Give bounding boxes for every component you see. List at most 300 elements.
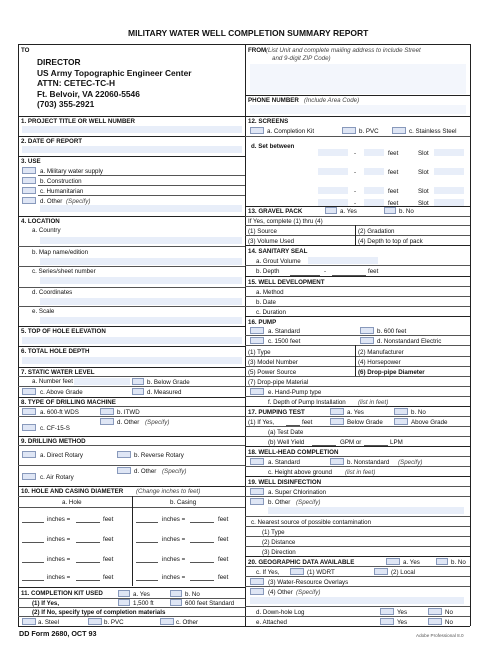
swl-measured-checkbox[interactable] [132, 388, 144, 395]
geo-other-label: (4) Other [268, 589, 293, 596]
screen-r2-from[interactable] [318, 168, 348, 175]
pump-standard-checkbox[interactable] [250, 327, 264, 334]
kit-no-label: b. No [185, 591, 200, 598]
phone-field[interactable] [250, 105, 466, 114]
wh-line-0 [245, 456, 470, 457]
wh-nonstd-label: b. Nonstandard [347, 459, 390, 466]
geo-other-field[interactable] [250, 597, 464, 604]
pump-line-5 [245, 376, 470, 377]
hole-r1-ft-line [76, 522, 100, 523]
attached-no-label: No [445, 619, 453, 626]
kit-line-2 [18, 607, 245, 608]
pt-yes-checkbox[interactable] [330, 408, 344, 415]
dis-other-hint: (Specify) [296, 499, 321, 506]
section-16-label: 16. PUMP [248, 319, 277, 326]
screen-r3-dash: - [354, 188, 357, 195]
screen-r3-to[interactable] [364, 187, 384, 194]
kit-yes-label: a. Yes [133, 591, 150, 598]
screen-r1-slot-field[interactable] [434, 149, 464, 156]
screen-r4-feet: feet [388, 200, 399, 207]
loc-scale-label: e. Scale [32, 308, 55, 315]
screen-r3-slot-field[interactable] [434, 187, 464, 194]
phone-label: PHONE NUMBER [248, 97, 299, 104]
screen-pvc-label: b. PVC [359, 128, 379, 135]
dm-cf15-checkbox[interactable] [22, 424, 36, 431]
divider-17 [245, 446, 470, 447]
pump-1500-checkbox[interactable] [250, 337, 264, 344]
divider-5 [18, 346, 245, 347]
wh-standard-label: a. Standard [268, 459, 300, 466]
kit-other-label: c. Other [176, 619, 199, 626]
downhole-yes-checkbox[interactable] [380, 608, 394, 615]
casing-r3-inches: inches = [162, 556, 186, 563]
hole-r1-in-line [22, 522, 44, 523]
project-title-field[interactable] [22, 126, 242, 133]
pump-diameter-label: (6) Drop-pipe Diameter [358, 369, 425, 376]
elevation-field[interactable] [22, 337, 242, 344]
attached-label: e. Attached [256, 619, 287, 626]
pt-gpm-label: GPM or [340, 439, 362, 446]
to-line-5: (703) 355-2921 [37, 99, 95, 109]
loc-series-field[interactable] [40, 277, 242, 284]
pt-feet-label: feet [302, 419, 313, 426]
wh-nonstd-checkbox[interactable] [330, 458, 344, 465]
hole-r3-in-line [22, 562, 44, 563]
section-9-label: 9. DRILLING METHOD [21, 438, 86, 445]
attached-yes-checkbox[interactable] [380, 618, 394, 625]
section-3-label: 3. USE [21, 158, 41, 165]
section-5-label: 5. TOP OF HOLE ELEVATION [21, 328, 106, 335]
dis-other-checkbox[interactable] [250, 498, 264, 505]
screen-r1-slot: Slot [418, 150, 429, 157]
divider-10 [18, 587, 245, 588]
casing-r4-inches: inches = [162, 574, 186, 581]
kit-pvc-label: b. PVC [104, 619, 124, 626]
wh-nonstd-hint: (Specify) [398, 459, 423, 466]
geo-wdrt-checkbox[interactable] [290, 568, 304, 575]
loc-scale-field[interactable] [40, 317, 242, 324]
kit-pvc-checkbox[interactable] [88, 618, 102, 625]
divider-2 [18, 156, 245, 157]
swl-number-field[interactable] [74, 378, 130, 385]
wh-height-label: c. Height above ground [268, 469, 332, 476]
section-15-label: 15. WELL DEVELOPMENT [248, 279, 325, 286]
loc-country-label: a. Country [32, 227, 61, 234]
screen-r1-to[interactable] [364, 149, 384, 156]
screen-r3-from[interactable] [318, 187, 348, 194]
dis-super-label: a. Super Chlorination [268, 489, 327, 496]
screen-ss-checkbox[interactable] [392, 127, 406, 134]
section-2-label: 2. DATE OF REPORT [21, 138, 83, 145]
near-line-2 [245, 546, 470, 547]
dmeth-air-checkbox[interactable] [22, 473, 36, 480]
geo-other-hint: (Specify) [296, 589, 321, 596]
screen-r4-from[interactable] [318, 199, 348, 206]
pt-date-label: (a) Test Date [268, 429, 304, 436]
kit-no-checkbox[interactable] [170, 590, 182, 597]
dmeth-direct-label: a. Direct Rotary [40, 452, 83, 459]
pt-yield-label: (b) Well Yield [268, 439, 305, 446]
gp-yes-checkbox[interactable] [325, 207, 337, 214]
use-other-checkbox[interactable] [22, 197, 36, 204]
pump-divider [355, 345, 356, 376]
nearest-label: c. Nearest source of possible contamination [251, 519, 372, 526]
hand-pump-label: e. Hand-Pump type [268, 389, 322, 396]
dis-line-2 [245, 516, 470, 517]
dis-line-0 [245, 486, 470, 487]
divider-12 [245, 206, 470, 207]
loc-line-1 [18, 246, 245, 247]
hole-label: a. Hole [62, 499, 82, 506]
geo-yes-checkbox[interactable] [386, 558, 400, 565]
geo-local-checkbox[interactable] [374, 568, 388, 575]
casing-r1-in-line [136, 522, 158, 523]
dmeth-other-hint: (Specify) [162, 468, 187, 475]
kit-yes-checkbox[interactable] [118, 590, 130, 597]
screen-r2-to[interactable] [364, 168, 384, 175]
casing-r4-in-line [136, 580, 158, 581]
use-military-label: a. Military water supply [40, 168, 103, 175]
kit-steel-checkbox[interactable] [22, 618, 36, 625]
divider-6 [18, 367, 245, 368]
hole-r2-inches: inches = [47, 536, 71, 543]
screen-ss-label: c. Stainless Steel [409, 128, 457, 135]
gp-no-checkbox[interactable] [384, 207, 396, 214]
gp-gradation-label: (2) Gradation [358, 228, 395, 235]
hole-r4-feet: feet [103, 574, 114, 581]
downhole-no-label: No [445, 609, 453, 616]
divider-9 [18, 486, 245, 487]
swl-line-0 [18, 376, 245, 377]
ss-grout-label: a. Grout Volume [256, 258, 301, 265]
loc-line-2 [18, 266, 245, 267]
pt-above-checkbox[interactable] [394, 418, 408, 425]
dmeth-reverse-checkbox[interactable] [117, 451, 131, 458]
divider-3 [18, 216, 245, 217]
pump-hp-label: (4) Horsepower [358, 359, 401, 366]
loc-map-field[interactable] [40, 258, 242, 265]
casing-r2-in-line [136, 542, 158, 543]
dm-600-checkbox[interactable] [22, 408, 36, 415]
screen-r1-from[interactable] [318, 149, 348, 156]
kit-600-label: 600 feet Standard [185, 600, 235, 607]
casing-r3-in-line [136, 562, 158, 563]
to-line-3: ATTN: CETEC-TC-H [37, 78, 115, 88]
hole-r3-inches: inches = [47, 556, 71, 563]
section-4-label: 4. LOCATION [21, 218, 60, 225]
hole-r4-inches: inches = [47, 574, 71, 581]
swl-measured-label: d. Measured [147, 389, 182, 396]
gp-depth-label: (4) Depth to top of pack [358, 238, 423, 245]
kit-if-no-label: (2) If No, specify type of completion materials [32, 609, 166, 616]
casing-r1-ft-line [190, 522, 214, 523]
dm-line-0 [18, 406, 245, 407]
dis-other-label: b. Other [268, 499, 291, 506]
loc-series-label: c. Series/sheet number [32, 268, 96, 275]
screen-line-1 [245, 136, 470, 137]
kit-other-checkbox[interactable] [160, 618, 174, 625]
pump-depth-hint: (list in feet) [358, 399, 389, 406]
pump-dpm-label: (7) Drop-pipe Material [248, 379, 309, 386]
casing-r2-ft-line [190, 542, 214, 543]
dm-other-hint: (Specify) [145, 419, 170, 426]
gp-if-yes-label: If Yes, complete (1) thru (4) [248, 218, 323, 225]
screen-kit-checkbox[interactable] [250, 127, 264, 134]
date-of-report-field[interactable] [22, 146, 242, 153]
divider-13 [245, 245, 470, 246]
divider-19 [245, 556, 470, 557]
near-type-label: (1) Type [262, 529, 285, 536]
screen-r2-feet: feet [388, 169, 399, 176]
swl-line-1 [18, 386, 245, 387]
screen-r1-dash: - [354, 150, 357, 157]
dmeth-line-1 [18, 465, 245, 466]
dmeth-direct-checkbox[interactable] [22, 451, 36, 458]
pt-below-label: Below Grade [347, 419, 383, 426]
to-line-2: US Army Topographic Engineer Center [37, 68, 192, 78]
hole-r1-feet: feet [103, 516, 114, 523]
dmeth-reverse-label: b. Reverse Rotary [134, 452, 184, 459]
ss-depth-feet: feet [368, 268, 379, 275]
loc-line-4 [18, 306, 245, 307]
pt-no-label: b. No [411, 409, 426, 416]
loc-map-label: b. Map name/edition [32, 249, 89, 256]
ss-depth-label: b. Depth [256, 268, 280, 275]
casing-r1-inches: inches = [162, 516, 186, 523]
gp-volume-label: (3) Volume Used [248, 238, 295, 245]
section-13-label: 13. GRAVEL PACK [248, 208, 303, 215]
swl-below-checkbox[interactable] [132, 378, 144, 385]
wd-method-label: a. Method [256, 289, 284, 296]
frame-right [470, 44, 471, 626]
divider-1 [18, 136, 245, 137]
hole-r2-feet: feet [103, 536, 114, 543]
section-10-label: 10. HOLE AND CASING DIAMETER [21, 488, 124, 495]
divider-16 [245, 406, 470, 407]
software-note: Adobe Professional 8.0 [416, 633, 464, 638]
pt-no-checkbox[interactable] [394, 408, 408, 415]
gp-line-3 [245, 235, 470, 236]
casing-r1-feet: feet [218, 516, 229, 523]
swl-above-checkbox[interactable] [22, 388, 36, 395]
use-line-1 [38, 175, 245, 176]
divider-14 [245, 276, 470, 277]
loc-line-3 [18, 287, 245, 288]
screen-r2-dash: - [354, 169, 357, 176]
casing-r4-ft-line [190, 580, 214, 581]
geo-line-1 [245, 566, 470, 567]
geo-line-4 [245, 606, 470, 607]
casing-r2-feet: feet [218, 536, 229, 543]
section-19-label: 19. WELL DISINFECTION [248, 479, 322, 486]
pump-600-checkbox[interactable] [360, 327, 374, 334]
divider-18 [245, 476, 470, 477]
section-6-label: 6. TOTAL HOLE DEPTH [21, 348, 90, 355]
kit-steel-label: a. Steel [38, 619, 59, 626]
downhole-yes-label: Yes [397, 609, 408, 616]
dmeth-other-label: d. Other [134, 468, 157, 475]
attached-yes-label: Yes [397, 619, 408, 626]
hole-r4-in-line [22, 580, 44, 581]
pump-depth-label: f. Depth of Pump Installation [268, 399, 346, 406]
pump-600-label: b. 600 feet [377, 328, 407, 335]
hand-pump-checkbox[interactable] [250, 388, 264, 395]
section-8-label: 8. TYPE OF DRILLING MACHINE [21, 399, 116, 406]
divider-15 [245, 316, 470, 317]
use-other-field[interactable] [40, 205, 242, 212]
kit-1500-label: 1,500 ft [133, 600, 154, 607]
pump-type-label: (1) Type [248, 349, 271, 356]
section-20-label: 20. GEOGRAPHIC DATA AVAILABLE [248, 559, 355, 566]
kit-600-checkbox[interactable] [170, 599, 182, 606]
wh-height-hint: (list in feet) [345, 469, 376, 476]
screen-r4-slot-field[interactable] [434, 199, 464, 206]
divider-7 [18, 397, 245, 398]
pt-above-label: Above Grade [411, 419, 448, 426]
geo-no-checkbox[interactable] [436, 558, 448, 565]
pt-line-3 [245, 436, 470, 437]
frame-bottom [18, 626, 470, 627]
pump-line-7 [245, 396, 470, 397]
pump-line-4 [245, 366, 470, 367]
ss-depth-dash: - [324, 268, 327, 275]
pt-line-2 [245, 426, 470, 427]
geo-yes-label: a. Yes [403, 559, 420, 566]
screen-r4-slot: Slot [418, 200, 429, 207]
frame-left [18, 44, 19, 626]
screen-pvc-checkbox[interactable] [342, 127, 356, 134]
wh-standard-checkbox[interactable] [250, 458, 264, 465]
gp-yes-label: a. Yes [340, 208, 357, 215]
section-18-label: 18. WELL-HEAD COMPLETION [248, 449, 339, 456]
swl-above-label: c. Above Grade [40, 389, 83, 396]
geo-if-yes-label: c. If Yes, [256, 569, 280, 576]
dm-600-label: a. 600-ft WDS [40, 409, 79, 416]
gp-divider [355, 225, 356, 245]
dmeth-line-0 [18, 445, 245, 446]
dm-itwd-checkbox[interactable] [100, 408, 114, 415]
swl-below-label: b. Below Grade [147, 379, 190, 386]
pump-mfr-label: (2) Manufacturer [358, 349, 404, 356]
pt-below-checkbox[interactable] [330, 418, 344, 425]
total-depth-field[interactable] [22, 357, 242, 364]
hole-r2-in-line [22, 542, 44, 543]
from-label: FROM [248, 47, 267, 54]
pump-line-2 [245, 345, 470, 346]
geo-line-2 [245, 576, 470, 577]
pump-line-6 [245, 386, 470, 387]
geo-overlays-checkbox[interactable] [250, 578, 264, 585]
loc-coords-field[interactable] [40, 298, 242, 305]
divider-4 [18, 326, 245, 327]
kit-1500-checkbox[interactable] [118, 599, 130, 606]
dmeth-other-checkbox[interactable] [117, 467, 131, 474]
pt-yes-label: a. Yes [347, 409, 364, 416]
dis-other-field[interactable] [268, 507, 464, 514]
pt-if-yes-label: (1) If Yes, [248, 419, 275, 426]
kit-line-1 [18, 598, 245, 599]
near-direction-label: (3) Direction [262, 549, 296, 556]
pump-nonstd-label: d. Nonstandard Electric [377, 338, 442, 345]
wd-duration-label: c. Duration [256, 309, 286, 316]
use-line-3 [38, 195, 245, 196]
pump-power-label: (5) Power Source [248, 369, 297, 376]
hc-divider [132, 496, 133, 586]
pump-line-3 [245, 356, 470, 357]
use-humanitarian-checkbox[interactable] [22, 187, 36, 194]
pump-nonstd-checkbox[interactable] [360, 337, 374, 344]
screen-r4-dash: - [354, 200, 357, 207]
screen-r3-feet: feet [388, 188, 399, 195]
ss-grout-field[interactable] [308, 257, 378, 264]
use-construction-label: b. Construction [40, 178, 82, 185]
geo-other-checkbox[interactable] [250, 588, 264, 595]
casing-r3-ft-line [190, 562, 214, 563]
dm-cf15-label: c. CF-15-S [40, 425, 70, 432]
hole-r2-ft-line [76, 542, 100, 543]
dmeth-air-label: c. Air Rotary [40, 474, 74, 481]
section-11-label: 11. COMPLETION KIT USED [21, 590, 103, 597]
wd-line-1 [245, 296, 470, 297]
pt-line-1 [245, 416, 470, 417]
dis-super-checkbox[interactable] [250, 488, 264, 495]
from-hint-2: and 9-digit ZIP Code) [272, 55, 331, 62]
wd-date-label: b. Date [256, 299, 276, 306]
hole-r4-ft-line [76, 580, 100, 581]
use-line-2 [38, 185, 245, 186]
screen-kit-label: a. Completion Kit [267, 128, 315, 135]
attached-no-checkbox[interactable] [428, 618, 442, 625]
set-between-label: d. Set between [251, 143, 295, 150]
use-humanitarian-label: c. Humanitarian [40, 188, 84, 195]
use-military-checkbox[interactable] [22, 167, 36, 174]
hole-r1-inches: inches = [47, 516, 71, 523]
use-construction-checkbox[interactable] [22, 177, 36, 184]
wh-line-1 [245, 466, 470, 467]
geo-overlays-label: (3) Water-Resource Overlays [268, 579, 349, 586]
divider-8 [18, 436, 245, 437]
kit-line-3 [18, 616, 245, 617]
geo-local-label: (2) Local [391, 569, 416, 576]
section-17-label: 17. PUMPING TEST [248, 409, 305, 416]
geo-no-label: b. No [451, 559, 466, 566]
near-distance-label: (2) Distance [262, 539, 296, 546]
geo-line-3 [245, 586, 470, 587]
pt-lpm-label: LPM [390, 439, 403, 446]
screen-r4-to[interactable] [364, 199, 384, 206]
header-divider [18, 116, 470, 117]
casing-r4-feet: feet [218, 574, 229, 581]
screen-r2-slot-field[interactable] [434, 168, 464, 175]
geo-wdrt-label: (1) WDRT [307, 569, 335, 576]
from-address-field[interactable] [250, 64, 466, 94]
downhole-no-checkbox[interactable] [428, 608, 442, 615]
phone-top-line [245, 95, 470, 96]
wd-line-0 [245, 286, 470, 287]
casing-r2-inches: inches = [162, 536, 186, 543]
section-12-label: 12. SCREENS [248, 118, 289, 125]
to-label: TO [21, 47, 30, 54]
dm-other-checkbox[interactable] [100, 418, 114, 425]
section-1-label: 1. PROJECT TITLE OR WELL NUMBER [21, 118, 136, 125]
from-hint-1: (List Unit and complete mailing address to include Street [266, 47, 421, 54]
frame-top [18, 44, 470, 45]
casing-label: b. Casing [170, 499, 197, 506]
loc-country-field[interactable] [40, 237, 242, 244]
screen-r3-slot: Slot [418, 188, 429, 195]
gp-no-label: b. No [399, 208, 414, 215]
form-id: DD Form 2680, OCT 93 [19, 629, 97, 638]
